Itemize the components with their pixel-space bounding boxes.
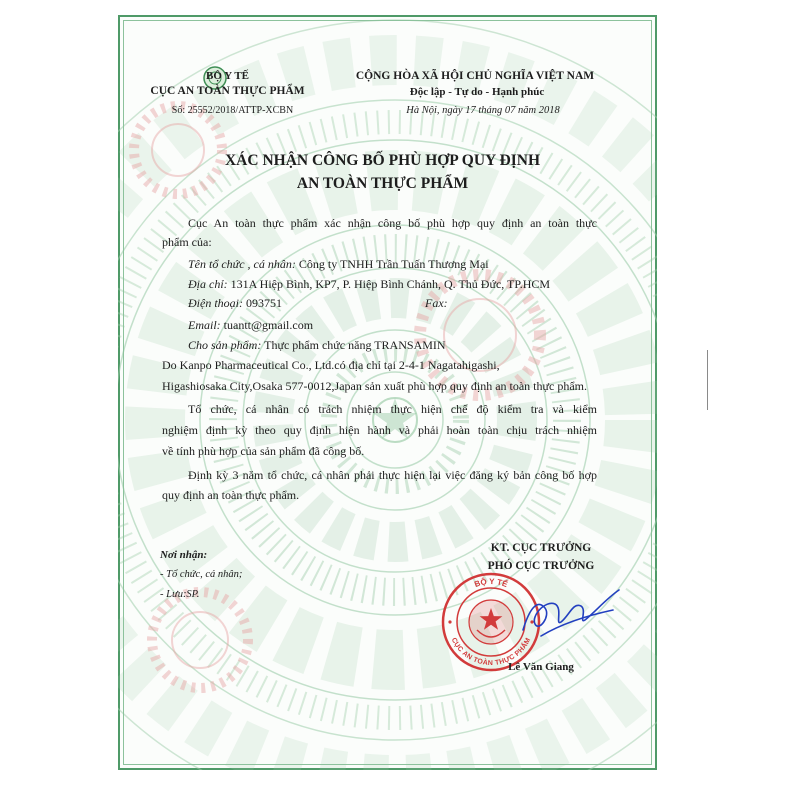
manufacturer-line-2: Higashiosaka City,Osaka 577-0012,Japan sản xuất phù hợp quy định an toàn thực phẩm. <box>162 379 587 393</box>
place-and-date: Hà Nội, ngày 17 tháng 07 năm 2018 <box>406 105 560 116</box>
recipients-label: Nơi nhận: <box>160 549 208 561</box>
phone-row <box>188 297 282 309</box>
address-value: 131A Hiệp Bình, KP7, P. Hiệp Bình Chánh, Q. Thủ Đức, TP.HCM <box>230 277 551 291</box>
responsibility-line-2: nghiệm định kỳ theo quy định hiện hành và phải hoàn toàn chịu trách nhiệm <box>162 423 597 437</box>
national-motto: Độc lập - Tự do - Hạnh phúc <box>409 86 545 98</box>
intro-line-1: Cục An toàn thực phẩm xác nhận công bố phù hợp quy định an toàn thực <box>188 216 597 230</box>
phone-value: 093751 <box>246 296 282 310</box>
responsibility-line-3: về tính phù hợp của sản phẩm đã công bố. <box>162 444 365 458</box>
email-value: tuantt@gmail.com <box>223 318 314 332</box>
product-row <box>188 339 446 351</box>
address-label: Địa chỉ: <box>188 277 228 291</box>
organization-row <box>188 258 489 270</box>
recipient-item: - Lưu:SP. <box>160 589 200 600</box>
responsibility-line-1: Tổ chức, cá nhân có trách nhiệm thực hiện chế độ kiểm tra và kiểm <box>188 402 597 416</box>
address-row <box>188 278 550 290</box>
vertical-divider-line <box>707 350 708 410</box>
document-number: Số: 25552/2018/ATTP-XCBN <box>171 105 294 116</box>
seal-bottom-text: CỤC AN TOÀN THỰC PHẨM <box>449 636 533 668</box>
seal-top-text: BỘ Y TẾ <box>473 576 509 590</box>
recipient-item: - Tổ chức, cá nhân; <box>160 569 243 580</box>
ministry-name: BỘ Y TẾ <box>206 70 249 82</box>
signatory-authority: KT. CỤC TRƯỞNG <box>490 542 592 554</box>
email-label: Email: <box>188 318 221 332</box>
signer-name: Lê Văn Giang <box>508 661 574 673</box>
product-value: Thực phẩm chức năng TRANSAMIN <box>264 338 446 352</box>
fax-label: Fax: <box>425 296 448 310</box>
signatory-title: PHÓ CỤC TRƯỞNG <box>487 560 595 572</box>
manufacturer-line-1: Do Kanpo Pharmaceutical Co., Ltd.có địa chỉ tại 2-4-1 Nagatahigashi, <box>162 358 500 372</box>
product-label: Cho sản phẩm: <box>188 338 262 352</box>
country-name: CỘNG HÒA XÃ HỘI CHỦ NGHĨA VIỆT NAM <box>355 70 595 82</box>
organization-label: Tên tổ chức , cá nhân: <box>188 257 296 271</box>
intro-line-2: phẩm của: <box>162 235 212 249</box>
renewal-line-2: quy định an toàn thực phẩm. <box>162 488 300 502</box>
agency-name: CỤC AN TOÀN THỰC PHẨM <box>150 85 305 97</box>
document-title-line-2: AN TOÀN THỰC PHẨM <box>296 175 469 192</box>
organization-value: Công ty TNHH Trần Tuấn Thương Mại <box>298 257 489 271</box>
document-title-line-1: XÁC NHẬN CÔNG BỐ PHÙ HỢP QUY ĐỊNH <box>224 152 541 169</box>
phone-label: Điện thoại: <box>188 296 243 310</box>
email-row <box>188 319 313 331</box>
handwritten-signature <box>515 580 625 650</box>
renewal-line-1: Định kỳ 3 năm tổ chức, cá nhân phải thực hiện lại việc đăng ký bản công bố hợp <box>188 468 597 482</box>
